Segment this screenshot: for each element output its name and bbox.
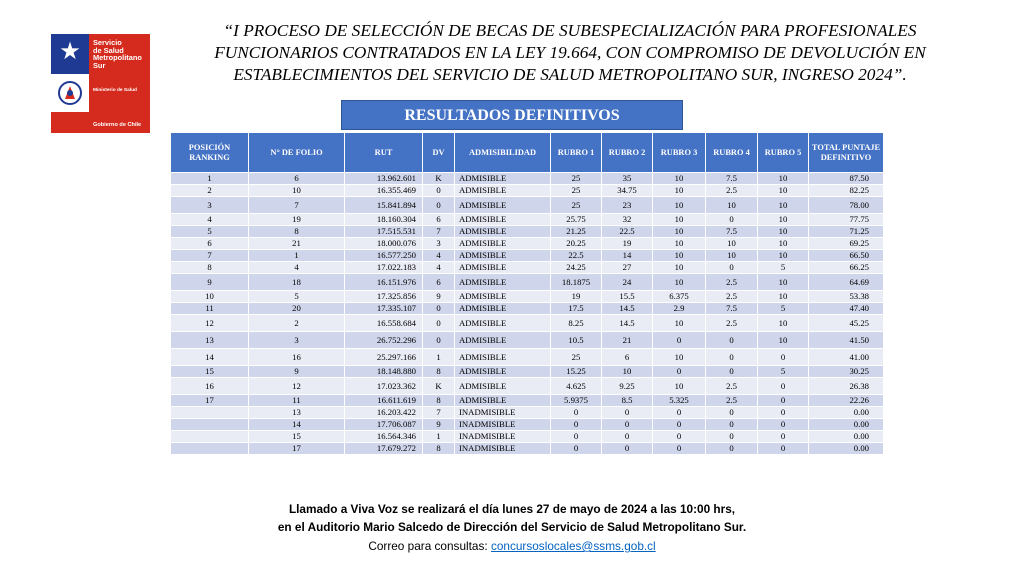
- table-cell: 17.679.272: [345, 443, 423, 455]
- table-cell: 16.151.976: [345, 274, 423, 291]
- table-cell: INADMISIBLE: [455, 443, 551, 455]
- table-cell: [171, 407, 249, 419]
- table-cell: K: [423, 173, 455, 185]
- table-cell: 11: [249, 395, 345, 407]
- table-cell: ADMISIBLE: [455, 173, 551, 185]
- table-cell: 10: [653, 185, 706, 197]
- table-cell: 0: [653, 431, 706, 443]
- table-cell: 10: [758, 173, 809, 185]
- table-cell: 3: [423, 238, 455, 250]
- table-cell: 17.022.183: [345, 262, 423, 274]
- table-cell: ADMISIBLE: [455, 238, 551, 250]
- table-cell: 10: [758, 332, 809, 349]
- column-header: RUBRO 1: [551, 133, 602, 173]
- table-cell: ADMISIBLE: [455, 214, 551, 226]
- footer-line-1: Llamado a Viva Voz se realizará el día lunes 27 de mayo de 2024 a las 10:00 hrs,: [288, 502, 736, 516]
- column-header: POSICIÓN RANKING: [171, 133, 249, 173]
- table-cell: 8: [249, 226, 345, 238]
- table-row: [171, 214, 884, 226]
- table-cell: ADMISIBLE: [455, 303, 551, 315]
- table-cell: 0.00: [809, 407, 884, 419]
- table-cell: 6: [423, 274, 455, 291]
- table-cell: 10: [758, 238, 809, 250]
- table-cell: 5: [758, 366, 809, 378]
- table-row: [171, 332, 884, 349]
- table-cell: 12: [249, 378, 345, 395]
- table-cell: 14.5: [602, 303, 653, 315]
- table-cell: 5: [171, 226, 249, 238]
- table-cell: ADMISIBLE: [455, 332, 551, 349]
- table-cell: 2.9: [653, 303, 706, 315]
- table-cell: 10: [653, 378, 706, 395]
- table-cell: 10: [171, 291, 249, 303]
- table-cell: 18.1875: [551, 274, 602, 291]
- table-cell: 10: [653, 349, 706, 366]
- table-cell: 0: [758, 431, 809, 443]
- logo-text: [93, 39, 149, 69]
- table-cell: 6: [249, 173, 345, 185]
- table-row: [171, 443, 884, 455]
- table-cell: 7: [249, 197, 345, 214]
- table-cell: 10: [653, 226, 706, 238]
- table-cell: ADMISIBLE: [455, 378, 551, 395]
- table-cell: 18: [249, 274, 345, 291]
- table-cell: 14: [602, 250, 653, 262]
- table-row: [171, 366, 884, 378]
- table-cell: 15: [249, 431, 345, 443]
- table-cell: 5: [758, 303, 809, 315]
- column-header: ADMISIBILIDAD: [455, 133, 551, 173]
- table-cell: 6: [423, 214, 455, 226]
- table-cell: 2.5: [706, 395, 758, 407]
- table-cell: 10: [706, 238, 758, 250]
- table-cell: 2.5: [706, 291, 758, 303]
- table-cell: 5.9375: [551, 395, 602, 407]
- table-cell: 16: [249, 349, 345, 366]
- table-cell: 8: [423, 395, 455, 407]
- table-cell: 15.25: [551, 366, 602, 378]
- table-cell: 10: [653, 214, 706, 226]
- table-cell: 0: [423, 185, 455, 197]
- table-cell: 4: [171, 214, 249, 226]
- table-cell: 12: [171, 315, 249, 332]
- table-cell: 7: [423, 407, 455, 419]
- table-cell: 27: [602, 262, 653, 274]
- table-cell: 18.160.304: [345, 214, 423, 226]
- table-cell: 10: [653, 262, 706, 274]
- table-cell: 9: [171, 274, 249, 291]
- table-cell: 16.564.346: [345, 431, 423, 443]
- table-cell: 24: [602, 274, 653, 291]
- table-cell: 78.00: [809, 197, 884, 214]
- table-cell: ADMISIBLE: [455, 395, 551, 407]
- table-cell: 13: [171, 332, 249, 349]
- column-header: RUBRO 5: [758, 133, 809, 173]
- table-cell: ADMISIBLE: [455, 366, 551, 378]
- table-cell: 0: [653, 443, 706, 455]
- table-cell: ADMISIBLE: [455, 291, 551, 303]
- table-cell: 16.577.250: [345, 250, 423, 262]
- table-row: [171, 378, 884, 395]
- table-cell: 16.355.469: [345, 185, 423, 197]
- contact-label: Correo para consultas:: [368, 539, 491, 553]
- table-cell: 41.00: [809, 349, 884, 366]
- table-cell: 17.515.531: [345, 226, 423, 238]
- table-cell: 26.752.296: [345, 332, 423, 349]
- table-cell: 21.25: [551, 226, 602, 238]
- table-cell: 19: [602, 238, 653, 250]
- table-cell: 41.50: [809, 332, 884, 349]
- table-cell: 1: [423, 349, 455, 366]
- table-cell: 4: [423, 262, 455, 274]
- table-cell: 64.69: [809, 274, 884, 291]
- table-cell: 17: [249, 443, 345, 455]
- table-cell: 19: [249, 214, 345, 226]
- table-row: [171, 291, 884, 303]
- results-banner: RESULTADOS DEFINITIVOS: [341, 100, 683, 130]
- table-cell: 0: [551, 407, 602, 419]
- table-cell: [171, 419, 249, 431]
- table-cell: 16.611.619: [345, 395, 423, 407]
- table-cell: 14.5: [602, 315, 653, 332]
- table-cell: 9.25: [602, 378, 653, 395]
- table-cell: 10: [758, 250, 809, 262]
- table-cell: 66.50: [809, 250, 884, 262]
- table-cell: 0: [551, 431, 602, 443]
- table-cell: 6: [602, 349, 653, 366]
- table-cell: 0: [758, 407, 809, 419]
- table-cell: 14: [249, 419, 345, 431]
- table-cell: INADMISIBLE: [455, 431, 551, 443]
- table-cell: 0: [653, 332, 706, 349]
- table-cell: 18.148.880: [345, 366, 423, 378]
- table-cell: ADMISIBLE: [455, 274, 551, 291]
- column-header: RUT: [345, 133, 423, 173]
- table-cell: ADMISIBLE: [455, 250, 551, 262]
- table-cell: 20: [249, 303, 345, 315]
- table-row: [171, 431, 884, 443]
- table-cell: 0: [706, 262, 758, 274]
- table-cell: 34.75: [602, 185, 653, 197]
- table-cell: 10: [758, 226, 809, 238]
- column-header: RUBRO 3: [653, 133, 706, 173]
- table-cell: 0: [602, 443, 653, 455]
- table-cell: 0: [423, 303, 455, 315]
- table-cell: 17.5: [551, 303, 602, 315]
- table-cell: 15: [171, 366, 249, 378]
- table-row: [171, 274, 884, 291]
- table-cell: 1: [249, 250, 345, 262]
- table-cell: 69.25: [809, 238, 884, 250]
- star-icon: ★: [59, 37, 81, 65]
- table-cell: 10: [653, 250, 706, 262]
- table-cell: 0: [423, 315, 455, 332]
- coat-of-arms-icon: [55, 78, 85, 108]
- table-cell: 10.5: [551, 332, 602, 349]
- table-cell: 25: [551, 173, 602, 185]
- table-cell: 8: [423, 443, 455, 455]
- table-cell: 16.558.684: [345, 315, 423, 332]
- table-cell: 15.5: [602, 291, 653, 303]
- table-row: [171, 250, 884, 262]
- table-cell: 21: [249, 238, 345, 250]
- table-cell: 19: [551, 291, 602, 303]
- table-cell: 5: [758, 262, 809, 274]
- table-cell: 17: [171, 395, 249, 407]
- table-cell: 4.625: [551, 378, 602, 395]
- table-cell: 8: [171, 262, 249, 274]
- table-cell: ADMISIBLE: [455, 262, 551, 274]
- table-cell: 2.5: [706, 185, 758, 197]
- table-cell: 10: [758, 197, 809, 214]
- logo-line-3: Metropolitano: [93, 53, 142, 63]
- table-cell: 4: [249, 262, 345, 274]
- table-cell: 2.5: [706, 315, 758, 332]
- logo-line-1: Servicio: [93, 38, 122, 47]
- table-cell: K: [423, 378, 455, 395]
- table-cell: 21: [602, 332, 653, 349]
- table-cell: 13: [249, 407, 345, 419]
- logo-line-4: Sur: [93, 60, 106, 70]
- table-cell: 7.5: [706, 303, 758, 315]
- table-cell: 7: [423, 226, 455, 238]
- table-cell: 6: [171, 238, 249, 250]
- table-cell: 0: [423, 332, 455, 349]
- table-row: [171, 407, 884, 419]
- table-cell: 0: [653, 366, 706, 378]
- table-cell: 0: [758, 443, 809, 455]
- table-cell: 10: [758, 274, 809, 291]
- table-cell: 10: [249, 185, 345, 197]
- table-cell: ADMISIBLE: [455, 349, 551, 366]
- results-table: [170, 132, 884, 455]
- table-cell: 6.375: [653, 291, 706, 303]
- table-cell: 53.38: [809, 291, 884, 303]
- table-row: [171, 238, 884, 250]
- table-cell: 10: [706, 250, 758, 262]
- table-row: [171, 173, 884, 185]
- table-body: [171, 173, 884, 455]
- table-cell: 0.00: [809, 431, 884, 443]
- table-cell: 0: [602, 419, 653, 431]
- table-cell: 0: [758, 378, 809, 395]
- footer-contact: [0, 537, 1024, 555]
- page-title: “I PROCESO DE SELECCIÓN DE BECAS DE SUBESPECIALIZACIÓN PARA PROFESIONALES FUNCIONARIOS CONTRATADOS EN LA LEY 19.664, CON COMPROMISO DE DEVOLUCIÓN EN ESTABLECIMIENTOS DEL SERVICIO DE SALUD METROPOLITANO SUR, INGRESO 2024”.: [214, 21, 926, 84]
- table-cell: 0: [706, 214, 758, 226]
- table-cell: 16.203.422: [345, 407, 423, 419]
- table-cell: 17.335.107: [345, 303, 423, 315]
- table-cell: 71.25: [809, 226, 884, 238]
- table-cell: 11: [171, 303, 249, 315]
- table-cell: 17.706.087: [345, 419, 423, 431]
- table-row: [171, 197, 884, 214]
- table-cell: 77.75: [809, 214, 884, 226]
- table-cell: 0: [653, 407, 706, 419]
- table-cell: 9: [423, 291, 455, 303]
- table-cell: 10: [706, 197, 758, 214]
- table-cell: 9: [423, 419, 455, 431]
- table-cell: 8.5: [602, 395, 653, 407]
- table-row: [171, 349, 884, 366]
- table-cell: 24.25: [551, 262, 602, 274]
- table-cell: 0: [423, 197, 455, 214]
- table-cell: 0: [706, 419, 758, 431]
- logo-ssms: [51, 34, 150, 133]
- table-cell: 47.40: [809, 303, 884, 315]
- table-cell: 20.25: [551, 238, 602, 250]
- table-cell: 10: [653, 238, 706, 250]
- table-cell: 25.75: [551, 214, 602, 226]
- table-cell: 8.25: [551, 315, 602, 332]
- table-cell: 30.25: [809, 366, 884, 378]
- table-cell: 2.5: [706, 378, 758, 395]
- table-cell: 17.325.856: [345, 291, 423, 303]
- table-cell: 10: [758, 291, 809, 303]
- table-row: [171, 262, 884, 274]
- table-cell: 0: [706, 332, 758, 349]
- table-cell: 0: [706, 349, 758, 366]
- table-cell: 87.50: [809, 173, 884, 185]
- table-cell: 15.841.894: [345, 197, 423, 214]
- table-cell: 35: [602, 173, 653, 185]
- table-row: [171, 419, 884, 431]
- table-cell: 22.5: [602, 226, 653, 238]
- table-cell: ADMISIBLE: [455, 185, 551, 197]
- table-cell: 22.5: [551, 250, 602, 262]
- table-cell: 4: [423, 250, 455, 262]
- table-cell: 0.00: [809, 443, 884, 455]
- table-cell: 1: [171, 173, 249, 185]
- table-cell: 10: [653, 197, 706, 214]
- column-header: RUBRO 2: [602, 133, 653, 173]
- table-cell: 8: [423, 366, 455, 378]
- table-header-row: [171, 133, 884, 173]
- table-row: [171, 185, 884, 197]
- contact-email-link[interactable]: concursoslocales@ssms.gob.cl: [490, 539, 656, 553]
- table-cell: 3: [249, 332, 345, 349]
- table-cell: 2: [171, 185, 249, 197]
- table-cell: 7.5: [706, 226, 758, 238]
- logo-line-2: de Salud: [93, 45, 124, 55]
- table-cell: 0: [706, 366, 758, 378]
- table-cell: 0: [706, 431, 758, 443]
- table-cell: ADMISIBLE: [455, 315, 551, 332]
- table-cell: 10: [758, 214, 809, 226]
- table-row: [171, 303, 884, 315]
- table-cell: INADMISIBLE: [455, 407, 551, 419]
- table-cell: 2: [249, 315, 345, 332]
- table-cell: 82.25: [809, 185, 884, 197]
- table-cell: 5.325: [653, 395, 706, 407]
- table-cell: 13.962.601: [345, 173, 423, 185]
- logo-government: Gobierno de Chile: [93, 122, 142, 128]
- table-cell: 10: [653, 274, 706, 291]
- table-cell: 7.5: [706, 173, 758, 185]
- table-cell: 10: [758, 315, 809, 332]
- footer-line-2: en el Auditorio Mario Salcedo de Dirección del Servicio de Salud Metropolitano Sur.: [277, 520, 747, 534]
- table-cell: 18.000.076: [345, 238, 423, 250]
- table-cell: 0: [653, 419, 706, 431]
- table-cell: 14: [171, 349, 249, 366]
- table-cell: 25.297.166: [345, 349, 423, 366]
- table-cell: 5: [249, 291, 345, 303]
- table-cell: 0: [602, 431, 653, 443]
- table-cell: 0.00: [809, 419, 884, 431]
- table-cell: 2.5: [706, 274, 758, 291]
- table-cell: ADMISIBLE: [455, 226, 551, 238]
- table-row: [171, 315, 884, 332]
- table-cell: 10: [758, 185, 809, 197]
- table-cell: 1: [423, 431, 455, 443]
- table-cell: 9: [249, 366, 345, 378]
- column-header: N° DE FOLIO: [249, 133, 345, 173]
- table-cell: 0: [706, 407, 758, 419]
- table-cell: [171, 443, 249, 455]
- table-cell: 0: [551, 443, 602, 455]
- table-cell: 25: [551, 349, 602, 366]
- table-cell: [171, 431, 249, 443]
- table-cell: 10: [653, 315, 706, 332]
- table-row: [171, 226, 884, 238]
- table-cell: 0: [758, 349, 809, 366]
- table-cell: 25: [551, 197, 602, 214]
- table-cell: 10: [602, 366, 653, 378]
- logo-ministry: Ministerio de Salud: [93, 88, 137, 93]
- table-cell: 22.26: [809, 395, 884, 407]
- table-cell: 0: [602, 407, 653, 419]
- table-cell: 0: [551, 419, 602, 431]
- table-cell: 0: [758, 395, 809, 407]
- table-cell: 23: [602, 197, 653, 214]
- column-header: DV: [423, 133, 455, 173]
- table-cell: INADMISIBLE: [455, 419, 551, 431]
- table-cell: 10: [653, 173, 706, 185]
- column-header: RUBRO 4: [706, 133, 758, 173]
- table-cell: 16: [171, 378, 249, 395]
- table-cell: ADMISIBLE: [455, 197, 551, 214]
- column-header: TOTAL PUNTAJE DEFINITIVO: [809, 133, 884, 173]
- table-cell: 7: [171, 250, 249, 262]
- table-cell: 26.38: [809, 378, 884, 395]
- table-cell: 0: [706, 443, 758, 455]
- table-cell: 25: [551, 185, 602, 197]
- table-cell: 32: [602, 214, 653, 226]
- table-cell: 3: [171, 197, 249, 214]
- table-row: [171, 395, 884, 407]
- table-cell: 45.25: [809, 315, 884, 332]
- table-cell: 0: [758, 419, 809, 431]
- table-cell: 66.25: [809, 262, 884, 274]
- table-cell: 17.023.362: [345, 378, 423, 395]
